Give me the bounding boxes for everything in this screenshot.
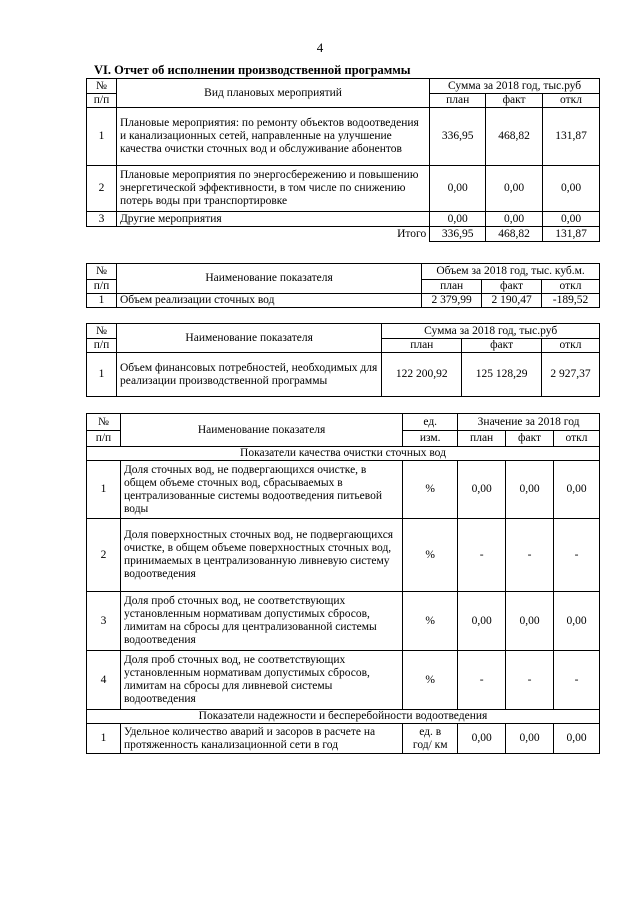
header-plan: план [430,94,486,108]
row-name: Объем финансовых потребностей, необходимых для реализации производственной программы [116,353,381,397]
header-otkl: откл [542,280,600,294]
row-fact: 125 128,29 [462,353,542,397]
row-name: Другие мероприятия [116,212,429,227]
row-num: 4 [87,651,121,710]
row-plan: 0,00 [430,166,486,212]
row-unit: % [403,519,458,592]
header-otkl: откл [542,339,600,353]
header-value: Значение за 2018 год [458,414,600,431]
row-num: 2 [87,166,117,212]
group-heading-quality: Показатели качества очистки сточных вод [87,447,600,461]
header-name: Наименование показателя [116,264,421,294]
row-otkl: 131,87 [543,108,600,166]
header-name: Наименование показателя [116,324,381,353]
row-plan: - [458,519,506,592]
row-name: Удельное количество аварий и засоров в расчете на протяженность канализационной сети в год [120,724,402,754]
table-row [87,166,600,212]
header-pp: п/п [87,339,117,353]
row-plan: 0,00 [458,461,506,519]
row-otkl: 0,00 [554,461,600,519]
header-plan: план [458,431,506,447]
row-otkl: 0,00 [543,166,600,212]
header-fact: факт [482,280,542,294]
header-num: № [87,264,117,280]
header-pp: п/п [87,94,117,108]
financial-needs-table [86,323,600,397]
table-row [87,592,600,651]
row-fact: - [506,651,554,710]
header-unit: ед. [403,414,458,431]
table-row [87,353,600,397]
row-plan: 0,00 [458,724,506,754]
row-num: 3 [87,212,117,227]
header-num: № [87,324,117,339]
total-plan: 336,95 [430,227,486,242]
header-unit-meas: изм. [403,431,458,447]
row-unit: % [403,592,458,651]
header-name: Наименование показателя [120,414,402,447]
row-name: Доля сточных вод, не подвергающихся очистке, в общем объеме сточных вод, сбрасываемых в централизованные системы водоотведения питьевой воды [120,461,402,519]
row-otkl: - [554,519,600,592]
table-row [87,212,600,227]
row-unit: % [403,651,458,710]
row-plan: - [458,651,506,710]
row-otkl: 2 927,37 [542,353,600,397]
row-num: 2 [87,519,121,592]
total-row [87,227,600,242]
row-plan: 2 379,99 [422,294,482,308]
table-row [87,461,600,519]
row-num: 1 [87,353,117,397]
header-sum: Сумма за 2018 год, тыс.руб [382,324,600,339]
wastewater-volume-table [86,263,600,308]
header-fact: факт [506,431,554,447]
table-row [87,108,600,166]
row-otkl: 0,00 [554,592,600,651]
total-fact: 468,82 [486,227,543,242]
row-num: 1 [87,108,117,166]
row-name: Плановые мероприятия: по ремонту объектов водоотведения и канализационных сетей, направленные на улучшение качества очистки сточных вод и обслуживание абонентов [116,108,429,166]
row-unit-line2: год/ км [412,738,448,751]
row-otkl: -189,52 [542,294,600,308]
row-fact: 0,00 [486,212,543,227]
header-name: Вид плановых мероприятий [116,79,429,108]
header-plan: план [382,339,462,353]
row-fact: 0,00 [506,724,554,754]
row-unit [403,724,458,754]
row-plan: 336,95 [430,108,486,166]
row-num: 1 [87,461,121,519]
row-plan: 122 200,92 [382,353,462,397]
row-num: 1 [87,294,117,308]
row-name: Объем реализации сточных вод [116,294,421,308]
total-label: Итого [87,227,430,242]
row-num: 3 [87,592,121,651]
quality-indicators-table [86,413,600,754]
row-unit: % [403,461,458,519]
row-otkl: 0,00 [543,212,600,227]
row-name: Доля поверхностных сточных вод, не подвергающихся очистке, в общем объеме поверхностных сточных вод, принимаемых в централизованную ливневую систему водоотведения [120,519,402,592]
row-fact: 468,82 [486,108,543,166]
row-fact: - [506,519,554,592]
table-row [87,294,600,308]
page-number: 4 [316,40,324,55]
row-name: Доля проб сточных вод, не соответствующих установленным нормативам допустимых сбросов, лимитам на сбросы для централизованной системы водоотведения [120,592,402,651]
row-name: Доля проб сточных вод, не соответствующих установленным нормативам допустимых сбросов, лимитам на сбросы для ливневой системы водоотведения [120,651,402,710]
row-fact: 0,00 [486,166,543,212]
header-volume: Объем за 2018 год, тыс. куб.м. [422,264,600,280]
header-pp: п/п [87,280,117,294]
row-num: 1 [87,724,121,754]
header-pp: п/п [87,431,121,447]
header-plan: план [422,280,482,294]
row-plan: 0,00 [430,212,486,227]
header-otkl: откл [554,431,600,447]
header-otkl: откл [543,94,600,108]
header-fact: факт [486,94,543,108]
header-num: № [87,414,121,431]
row-name: Плановые мероприятия по энергосбережению и повышению энергетической эффективности, в том числе по снижению потерь воды при транспортировке [116,166,429,212]
header-num: № [87,79,117,94]
header-sum: Сумма за 2018 год, тыс.руб [430,79,600,94]
table-row [87,519,600,592]
table-row [87,724,600,754]
total-otkl: 131,87 [543,227,600,242]
row-unit-line1: ед. в [419,725,442,738]
row-plan: 0,00 [458,592,506,651]
row-otkl: 0,00 [554,724,600,754]
group-heading-reliability: Показатели надежности и бесперебойности водоотведения [87,710,600,724]
row-fact: 0,00 [506,592,554,651]
row-fact: 0,00 [506,461,554,519]
table-row [87,651,600,710]
section-title: VI. Отчет об исполнении производственной программы [94,63,411,77]
header-fact: факт [462,339,542,353]
row-fact: 2 190,47 [482,294,542,308]
program-measures-table [86,78,600,242]
row-otkl: - [554,651,600,710]
